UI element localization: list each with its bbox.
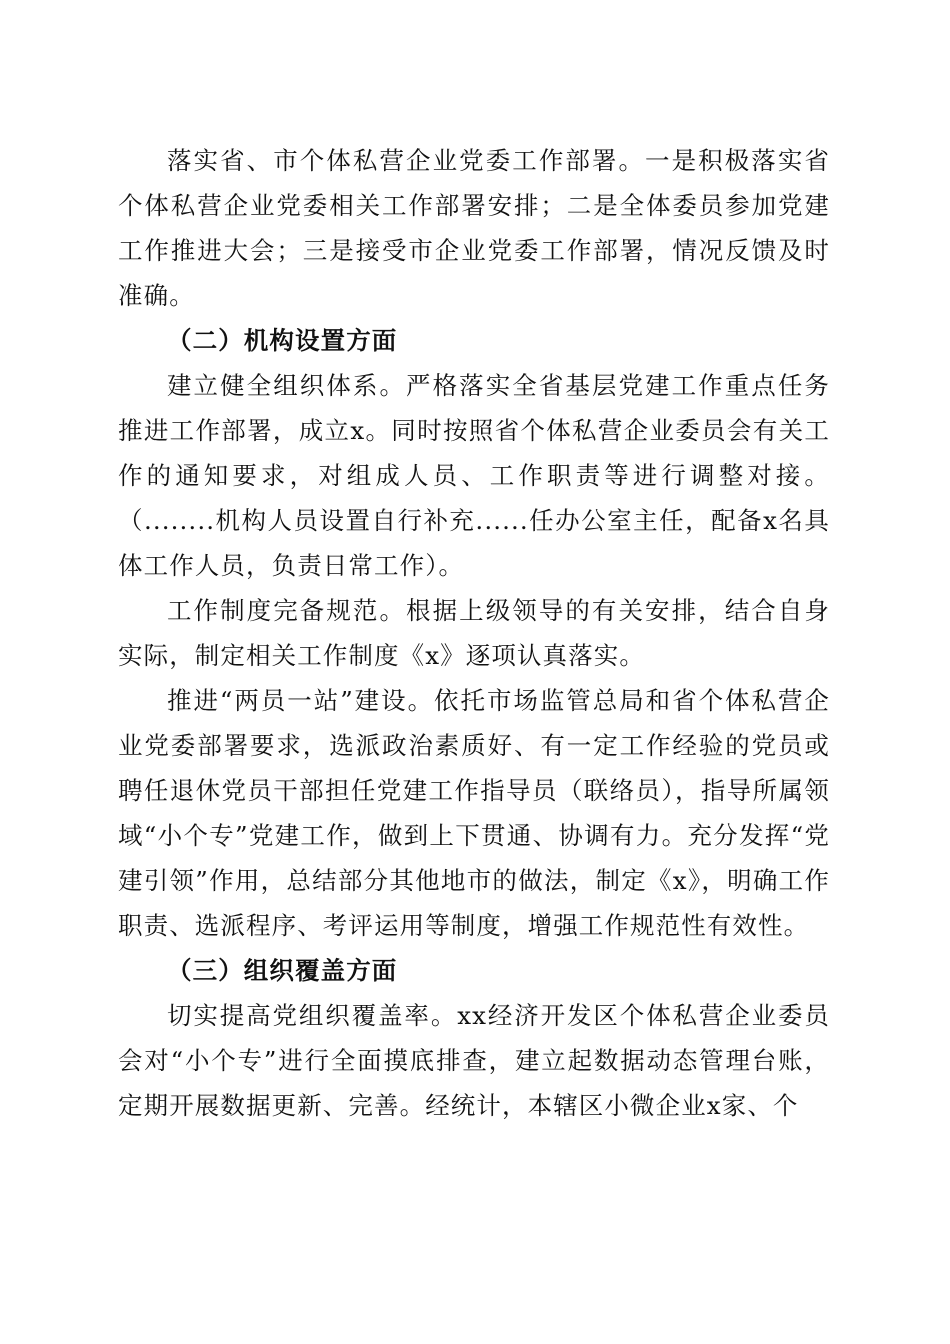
paragraph-org-system: 建立健全组织体系。严格落实全省基层党建工作重点任务推进工作部署，成立x。同时按照省个体私营企业委员会有关工作的通知要求，对组成人员、工作职责等进行调整对接。（........机构人员设置自行补充......任办公室主任，配备x名具体工作人员，负责日常工作）。 (118, 371, 830, 580)
document-body (118, 138, 830, 1128)
paragraph-two-members-one-station: 推进“两员一站”建设。依托市场监管总局和省个体私营企业党委部署要求，选派政治素质好、有一定工作经验的党员或聘任退休党员干部担任党建工作指导员（联络员），指导所属领域“小个专”党建工作，做到上下贯通、协调有力。充分发挥“党建引领”作用，总结部分其他地市的做法，制定《x》，明确工作职责、选派程序、考评运用等制度，增强工作规范性有效性。 (118, 686, 830, 940)
paragraph-work-system: 工作制度完备规范。根据上级领导的有关安排，结合自身实际，制定相关工作制度《x》逐项认真落实。 (118, 596, 830, 670)
paragraph-deployment: 落实省、市个体私营企业党委工作部署。一是积极落实省个体私营企业党委相关工作部署安排；二是全体委员参加党建工作推进大会；三是接受市企业党委工作部署，情况反馈及时准确。 (118, 146, 830, 310)
heading-org-setup: （二）机构设置方面 (167, 326, 398, 355)
heading-org-coverage: （三）组织覆盖方面 (167, 956, 398, 985)
paragraph-coverage-rate: 切实提高党组织覆盖率。xx经济开发区个体私营企业委员会对“小个专”进行全面摸底排查，建立起数据动态管理台账，定期开展数据更新、完善。经统计，本辖区小微企业x家、个 (118, 1001, 830, 1120)
